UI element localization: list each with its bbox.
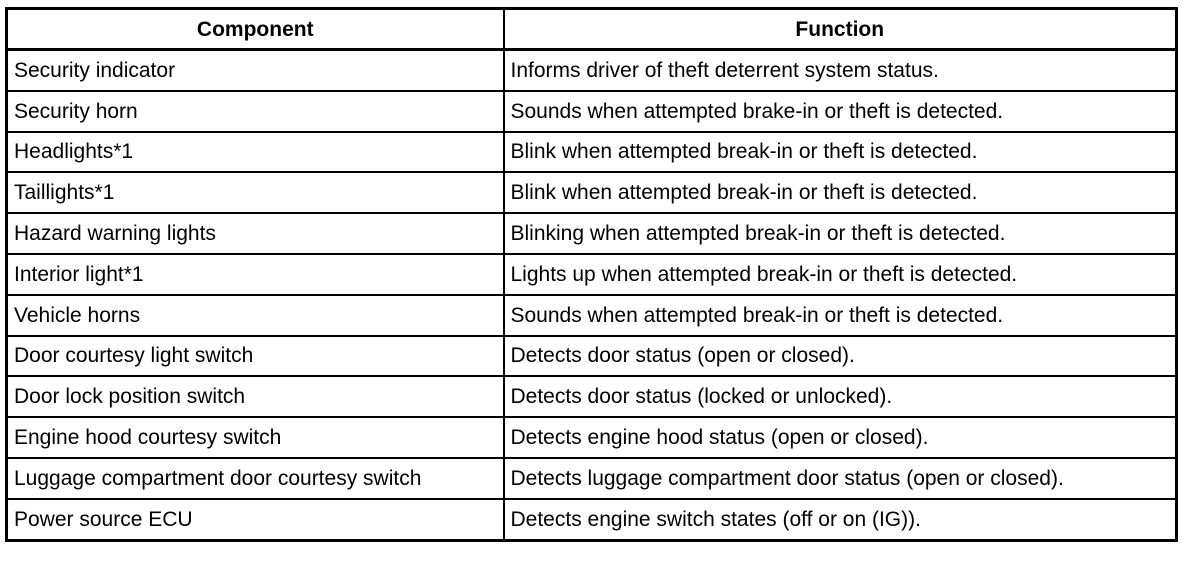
table-row: [7, 417, 1177, 458]
function-cell: Detects door status (locked or unlocked).: [504, 376, 1177, 417]
component-cell: Headlights*1: [7, 132, 504, 173]
component-cell: Engine hood courtesy switch: [7, 417, 504, 458]
component-cell: Door courtesy light switch: [7, 336, 504, 377]
column-header-component: Component: [7, 9, 504, 50]
component-cell: Door lock position switch: [7, 376, 504, 417]
component-cell: Security horn: [7, 91, 504, 132]
document-page: [5, 7, 1175, 542]
table-row: [7, 336, 1177, 377]
function-cell: Sounds when attempted break-in or theft is detected.: [504, 295, 1177, 336]
function-cell: Blink when attempted break-in or theft is detected.: [504, 172, 1177, 213]
column-header-function: Function: [504, 9, 1177, 50]
table-row: [7, 458, 1177, 499]
component-cell: Vehicle horns: [7, 295, 504, 336]
table-row: [7, 91, 1177, 132]
component-cell: Interior light*1: [7, 254, 504, 295]
table-row: [7, 132, 1177, 173]
function-cell: Sounds when attempted brake-in or theft is detected.: [504, 91, 1177, 132]
component-cell: Security indicator: [7, 50, 504, 91]
function-cell: Detects engine switch states (off or on (IG)).: [504, 499, 1177, 540]
component-cell: Power source ECU: [7, 499, 504, 540]
component-cell: Hazard warning lights: [7, 213, 504, 254]
table-row: [7, 376, 1177, 417]
table-row: [7, 254, 1177, 295]
function-cell: Blink when attempted break-in or theft is detected.: [504, 132, 1177, 173]
table-row: [7, 295, 1177, 336]
function-cell: Detects luggage compartment door status (open or closed).: [504, 458, 1177, 499]
component-cell: Luggage compartment door courtesy switch: [7, 458, 504, 499]
component-cell: Taillights*1: [7, 172, 504, 213]
table-row: [7, 50, 1177, 91]
function-cell: Lights up when attempted break-in or theft is detected.: [504, 254, 1177, 295]
table-row: [7, 213, 1177, 254]
component-function-table: [5, 7, 1178, 542]
function-cell: Informs driver of theft deterrent system status.: [504, 50, 1177, 91]
function-cell: Detects engine hood status (open or closed).: [504, 417, 1177, 458]
table-row: [7, 499, 1177, 540]
function-cell: Blinking when attempted break-in or theft is detected.: [504, 213, 1177, 254]
table-header-row: [7, 9, 1177, 50]
table-row: [7, 172, 1177, 213]
table-body: [7, 50, 1177, 541]
function-cell: Detects door status (open or closed).: [504, 336, 1177, 377]
